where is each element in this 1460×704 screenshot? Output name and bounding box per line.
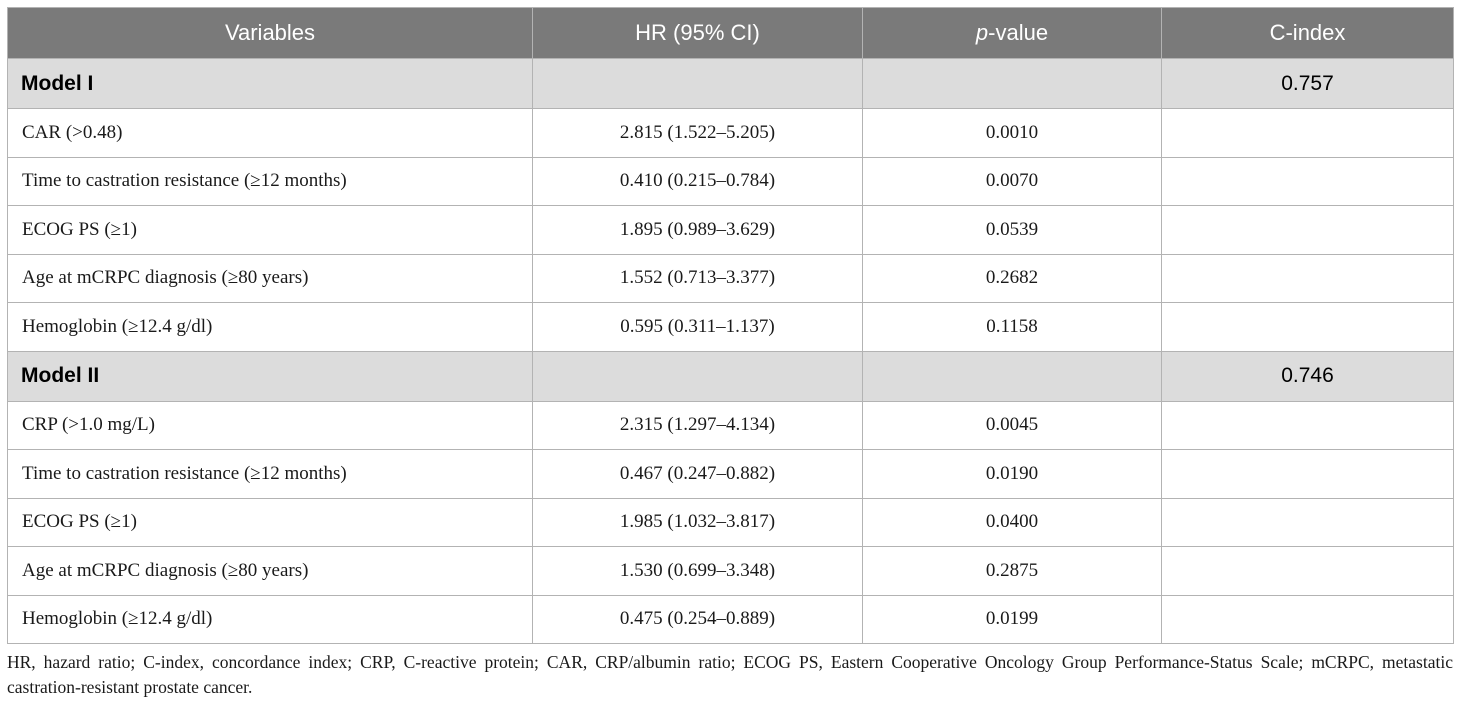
variable-cell: Hemoglobin (≥12.4 g/dl) [8, 303, 533, 352]
cindex-cell [1162, 109, 1454, 158]
model-hr-empty [533, 351, 863, 401]
table-footnote: HR, hazard ratio; C-index, concordance index; CRP, C-reactive protein; CAR, CRP/albumin ratio; ECOG PS, Eastern Cooperative Oncology Group Performance-Status Scale; mCRPC, metastatic castration-resistant prostate cancer. [7, 652, 1453, 697]
hr-cell: 0.475 (0.254–0.889) [533, 595, 863, 644]
cindex-cell [1162, 401, 1454, 450]
results-table-container [7, 7, 1453, 644]
header-p-italic: p [975, 20, 989, 45]
p-value-cell: 0.0539 [863, 206, 1162, 255]
hr-cell: 1.552 (0.713–3.377) [533, 254, 863, 303]
model-row [8, 351, 1454, 401]
cindex-cell [1162, 254, 1454, 303]
table-row [8, 401, 1454, 450]
header-hr: HR (95% CI) [533, 8, 863, 59]
hr-cell: 1.530 (0.699–3.348) [533, 547, 863, 596]
model-row [8, 59, 1454, 109]
header-row [8, 8, 1454, 59]
table-row [8, 109, 1454, 158]
hr-cell: 0.467 (0.247–0.882) [533, 450, 863, 499]
variable-cell: Hemoglobin (≥12.4 g/dl) [8, 595, 533, 644]
p-value-cell: 0.0400 [863, 498, 1162, 547]
variable-cell: ECOG PS (≥1) [8, 498, 533, 547]
variable-cell: Time to castration resistance (≥12 months) [8, 157, 533, 206]
table-row [8, 303, 1454, 352]
p-value-cell: 0.0199 [863, 595, 1162, 644]
p-value-cell: 0.2682 [863, 254, 1162, 303]
hr-cell: 1.985 (1.032–3.817) [533, 498, 863, 547]
p-value-cell: 0.0070 [863, 157, 1162, 206]
hr-cell: 0.595 (0.311–1.137) [533, 303, 863, 352]
cindex-cell [1162, 206, 1454, 255]
table-row [8, 450, 1454, 499]
header-cindex: C-index [1162, 8, 1454, 59]
cindex-cell [1162, 595, 1454, 644]
cindex-cell [1162, 498, 1454, 547]
cindex-cell [1162, 547, 1454, 596]
p-value-cell: 0.0190 [863, 450, 1162, 499]
header-variables: Variables [8, 8, 533, 59]
table-row [8, 595, 1454, 644]
variable-cell: CRP (>1.0 mg/L) [8, 401, 533, 450]
variable-cell: Age at mCRPC diagnosis (≥80 years) [8, 547, 533, 596]
table-row [8, 206, 1454, 255]
table-row [8, 254, 1454, 303]
model-p-empty [863, 351, 1162, 401]
cindex-cell [1162, 303, 1454, 352]
header-p-rest: -value [988, 20, 1049, 45]
table-row [8, 547, 1454, 596]
model-name: Model II [8, 351, 533, 401]
cindex-cell [1162, 157, 1454, 206]
model-cindex: 0.757 [1162, 59, 1454, 109]
cindex-cell [1162, 450, 1454, 499]
results-table [7, 7, 1454, 644]
variable-cell: CAR (>0.48) [8, 109, 533, 158]
hr-cell: 2.315 (1.297–4.134) [533, 401, 863, 450]
p-value-cell: 0.2875 [863, 547, 1162, 596]
table-row [8, 498, 1454, 547]
model-hr-empty [533, 59, 863, 109]
header-p-value [863, 8, 1162, 59]
p-value-cell: 0.0010 [863, 109, 1162, 158]
p-value-cell: 0.1158 [863, 303, 1162, 352]
hr-cell: 0.410 (0.215–0.784) [533, 157, 863, 206]
variable-cell: Age at mCRPC diagnosis (≥80 years) [8, 254, 533, 303]
variable-cell: ECOG PS (≥1) [8, 206, 533, 255]
variable-cell: Time to castration resistance (≥12 months) [8, 450, 533, 499]
hr-cell: 1.895 (0.989–3.629) [533, 206, 863, 255]
model-name: Model I [8, 59, 533, 109]
hr-cell: 2.815 (1.522–5.205) [533, 109, 863, 158]
model-p-empty [863, 59, 1162, 109]
table-row [8, 157, 1454, 206]
p-value-cell: 0.0045 [863, 401, 1162, 450]
model-cindex: 0.746 [1162, 351, 1454, 401]
